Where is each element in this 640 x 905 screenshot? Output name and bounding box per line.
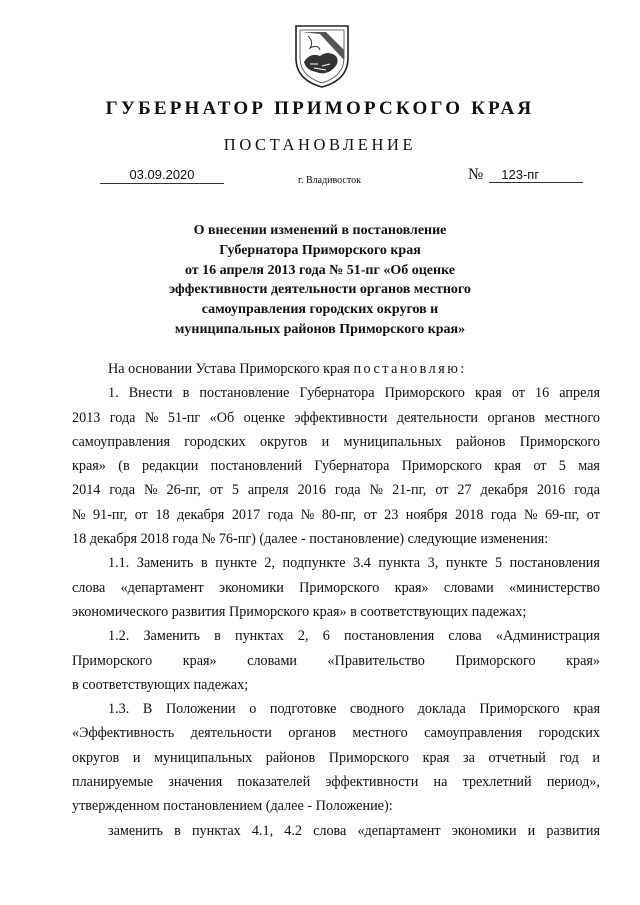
word: местного <box>352 725 408 742</box>
document-type: ПОСТАНОВЛЕНИЕ <box>223 135 417 154</box>
word: Приморского <box>299 579 380 596</box>
word: года <box>109 409 136 426</box>
word: 16 <box>535 385 550 402</box>
word: 91-пг, <box>93 506 128 523</box>
word: 6 <box>322 628 330 645</box>
word: и <box>321 433 330 450</box>
paragraph-line <box>72 746 600 770</box>
word: от <box>586 506 600 523</box>
word: декабря <box>177 506 225 523</box>
word: Губернатора <box>299 385 375 402</box>
word: края» <box>72 458 106 475</box>
word: края» <box>394 579 429 596</box>
word: в <box>214 628 221 645</box>
paragraph-line-spread <box>72 649 600 673</box>
word: период», <box>546 774 600 791</box>
word: года <box>490 506 517 523</box>
paragraph-line: в соответствующих падежах; <box>72 676 249 693</box>
word: Приморского <box>328 749 410 766</box>
title-line: самоуправления городских округов и <box>201 302 439 318</box>
paragraph-line: утвержденном постановлением (далее - Положение): <box>72 798 393 815</box>
title-line: Губернатора Приморского края <box>219 242 421 258</box>
word: постановления <box>343 628 435 645</box>
word: ноября <box>405 506 448 523</box>
word: в <box>182 385 190 402</box>
word: постановление <box>199 385 290 402</box>
word: «Администрация <box>495 628 600 645</box>
word: пункта <box>378 555 421 572</box>
paragraph-line <box>72 551 600 575</box>
title-line: от 16 апреля 2013 года № 51-пг «Об оценке <box>184 262 455 278</box>
word: года <box>109 482 136 499</box>
word: от <box>435 482 449 499</box>
word: 27 <box>457 482 472 499</box>
word: экономики <box>451 822 517 839</box>
word: трехлетний <box>462 774 532 791</box>
word: 2018 <box>455 506 484 523</box>
word: 2014 <box>72 482 101 499</box>
word: № <box>524 506 538 523</box>
word: 51-пг <box>167 409 201 426</box>
word: В <box>142 701 153 718</box>
word: года <box>334 482 361 499</box>
word: слова <box>448 628 482 645</box>
word: районов <box>265 749 316 766</box>
word: 1. <box>108 385 119 402</box>
paragraph-line <box>72 697 600 721</box>
word: районов <box>455 433 506 450</box>
word: Приморского <box>455 652 536 669</box>
word: от <box>134 506 148 523</box>
word: о <box>249 701 257 718</box>
word: Приморского <box>384 385 465 402</box>
paragraph-1-2 <box>72 624 600 697</box>
word: подпункте <box>282 555 346 572</box>
paragraph-1-3 <box>72 697 600 818</box>
word: края» <box>566 652 600 669</box>
word: мая <box>578 458 600 475</box>
word: 5 <box>558 458 566 475</box>
document-title <box>0 221 640 340</box>
word: в <box>200 555 208 572</box>
paragraph-line <box>72 430 600 454</box>
paragraph-line <box>72 721 600 745</box>
word: 80-пг, <box>321 506 357 523</box>
word: Губернатора <box>314 458 390 475</box>
word: Заменить <box>136 555 194 572</box>
paragraph-line <box>72 478 600 502</box>
word: самоуправления <box>424 725 523 742</box>
word: 1.2. <box>108 628 130 645</box>
word: развития <box>546 822 600 839</box>
word: муниципальных <box>343 433 442 450</box>
word: № <box>143 482 158 499</box>
word: «департамент <box>120 579 204 596</box>
word: 2017 <box>231 506 261 523</box>
coat-of-arms-emblem <box>290 20 354 90</box>
word: Приморского <box>72 652 153 669</box>
word: городских <box>184 433 246 450</box>
word: за <box>462 749 475 766</box>
title-line: муниципальных районов Приморского края» <box>174 321 466 337</box>
word: от <box>209 482 223 499</box>
word: и <box>132 749 141 766</box>
word: в <box>174 822 181 839</box>
paragraph-line: экономического развития Приморского края» в соответствующих падежах; <box>72 603 527 620</box>
word: округов <box>72 749 120 766</box>
word: «Правительство <box>327 652 425 669</box>
word: год <box>559 749 579 766</box>
word: 2016 <box>536 482 566 499</box>
word: края <box>474 385 502 402</box>
paragraph-line <box>72 454 600 478</box>
word: от <box>363 506 377 523</box>
organization-title: ГУБЕРНАТОР ПРИМОРСКОГО КРАЯ <box>105 98 535 119</box>
word: эффективности <box>325 774 419 791</box>
word: органов <box>288 725 336 742</box>
paragraph-line <box>72 819 600 843</box>
word: «Об <box>209 409 235 426</box>
word: от <box>511 385 525 402</box>
word: № <box>72 506 86 523</box>
word: постановления <box>509 555 600 572</box>
paragraph-1-1 <box>72 551 600 624</box>
word: 23 <box>384 506 399 523</box>
word: края <box>494 458 522 475</box>
word: Приморского <box>401 458 482 475</box>
word: и <box>592 749 600 766</box>
word: 4.2 <box>284 822 302 839</box>
word: 2013 <box>72 409 101 426</box>
document-date: 03.09.2020 <box>100 167 224 184</box>
word: года <box>267 506 294 523</box>
paragraph-1-3-sub <box>72 819 600 843</box>
word: словами <box>443 579 494 596</box>
word: подготовке <box>269 701 337 718</box>
word: года <box>574 482 600 499</box>
word: «департамент <box>357 822 441 839</box>
word: № <box>369 482 384 499</box>
word: 5 <box>494 555 503 572</box>
word: 2, <box>297 628 309 645</box>
title-line: О внесении изменений в постановление <box>193 223 447 238</box>
paragraph-line <box>72 406 600 430</box>
word: края <box>573 701 600 718</box>
word: апреля <box>559 385 600 402</box>
word: «Эффективность <box>72 725 175 742</box>
word: № <box>300 506 315 523</box>
word: заменить <box>108 822 164 839</box>
word: показателей <box>237 774 311 791</box>
document-body <box>72 357 600 843</box>
word: 1.1. <box>108 555 130 572</box>
document-city: г. Владивосток <box>298 175 361 186</box>
word: доклада <box>417 701 466 718</box>
word: словами <box>247 652 298 669</box>
word: пункте <box>445 555 488 572</box>
word: органов <box>487 409 536 426</box>
word: Положении <box>165 701 236 718</box>
word: 2016 <box>297 482 326 499</box>
word: постановлений <box>210 458 303 475</box>
preamble-colon: : <box>460 361 465 377</box>
word: Приморского <box>519 433 600 450</box>
word: деятельности <box>190 725 272 742</box>
preamble-paragraph <box>72 357 600 381</box>
word: редакции <box>141 458 199 475</box>
word: муниципальных <box>153 749 253 766</box>
word: Внести <box>128 385 173 402</box>
number-sign: № <box>468 166 484 183</box>
word: городских <box>538 725 600 742</box>
word: деятельности <box>396 409 479 426</box>
word: 18 <box>155 506 170 523</box>
word: пункте <box>215 555 257 572</box>
word: местного <box>544 409 600 426</box>
paragraph-1 <box>72 381 600 551</box>
word: экономики <box>219 579 284 596</box>
word: апреля <box>247 482 289 499</box>
word: округов <box>260 433 308 450</box>
paragraph-line <box>72 503 600 527</box>
paragraph-line: 18 декабря 2018 года № 76-пг) (далее - постановление) следующие изменения: <box>72 531 549 548</box>
word: значения <box>168 774 223 791</box>
word: сводного <box>350 701 405 718</box>
word: пунктах <box>191 822 241 839</box>
word: 3.4 <box>353 555 371 572</box>
word: слова <box>72 579 106 596</box>
word: 3, <box>427 555 439 572</box>
preamble-text: На основании Устава Приморского края <box>108 361 354 377</box>
word: и <box>527 822 536 839</box>
word: Приморского <box>479 701 560 718</box>
word: эффективности <box>294 409 388 426</box>
word: края <box>422 749 450 766</box>
document-number-block <box>468 166 583 184</box>
word: отчетный <box>488 749 546 766</box>
word: (в <box>118 458 130 475</box>
document-number: 123-пг <box>489 167 583 183</box>
word: Заменить <box>143 628 200 645</box>
word: планируемые <box>72 774 154 791</box>
paragraph-line <box>72 576 600 600</box>
paragraph-line <box>72 624 600 648</box>
word: 69-пг, <box>545 506 580 523</box>
preamble-spaced-word: постановляю <box>353 361 461 377</box>
word: 5 <box>231 482 239 499</box>
paragraph-line <box>72 381 600 405</box>
word: слова <box>313 822 347 839</box>
word: 1.3. <box>108 701 130 718</box>
word: № <box>144 409 159 426</box>
word: от <box>533 458 547 475</box>
word: декабря <box>480 482 528 499</box>
word: на <box>433 774 448 791</box>
word: «министерство <box>509 579 600 596</box>
word: оценке <box>243 409 286 426</box>
word: 4.1, <box>251 822 274 839</box>
word: 2, <box>264 555 275 572</box>
title-line: эффективности деятельности органов местного <box>169 282 471 298</box>
word: 21-пг, <box>392 482 427 499</box>
word: края» <box>182 652 217 669</box>
paragraph-line <box>72 770 600 794</box>
word: самоуправления <box>72 433 170 450</box>
word: 26-пг, <box>166 482 201 499</box>
word: пунктах <box>235 628 284 645</box>
